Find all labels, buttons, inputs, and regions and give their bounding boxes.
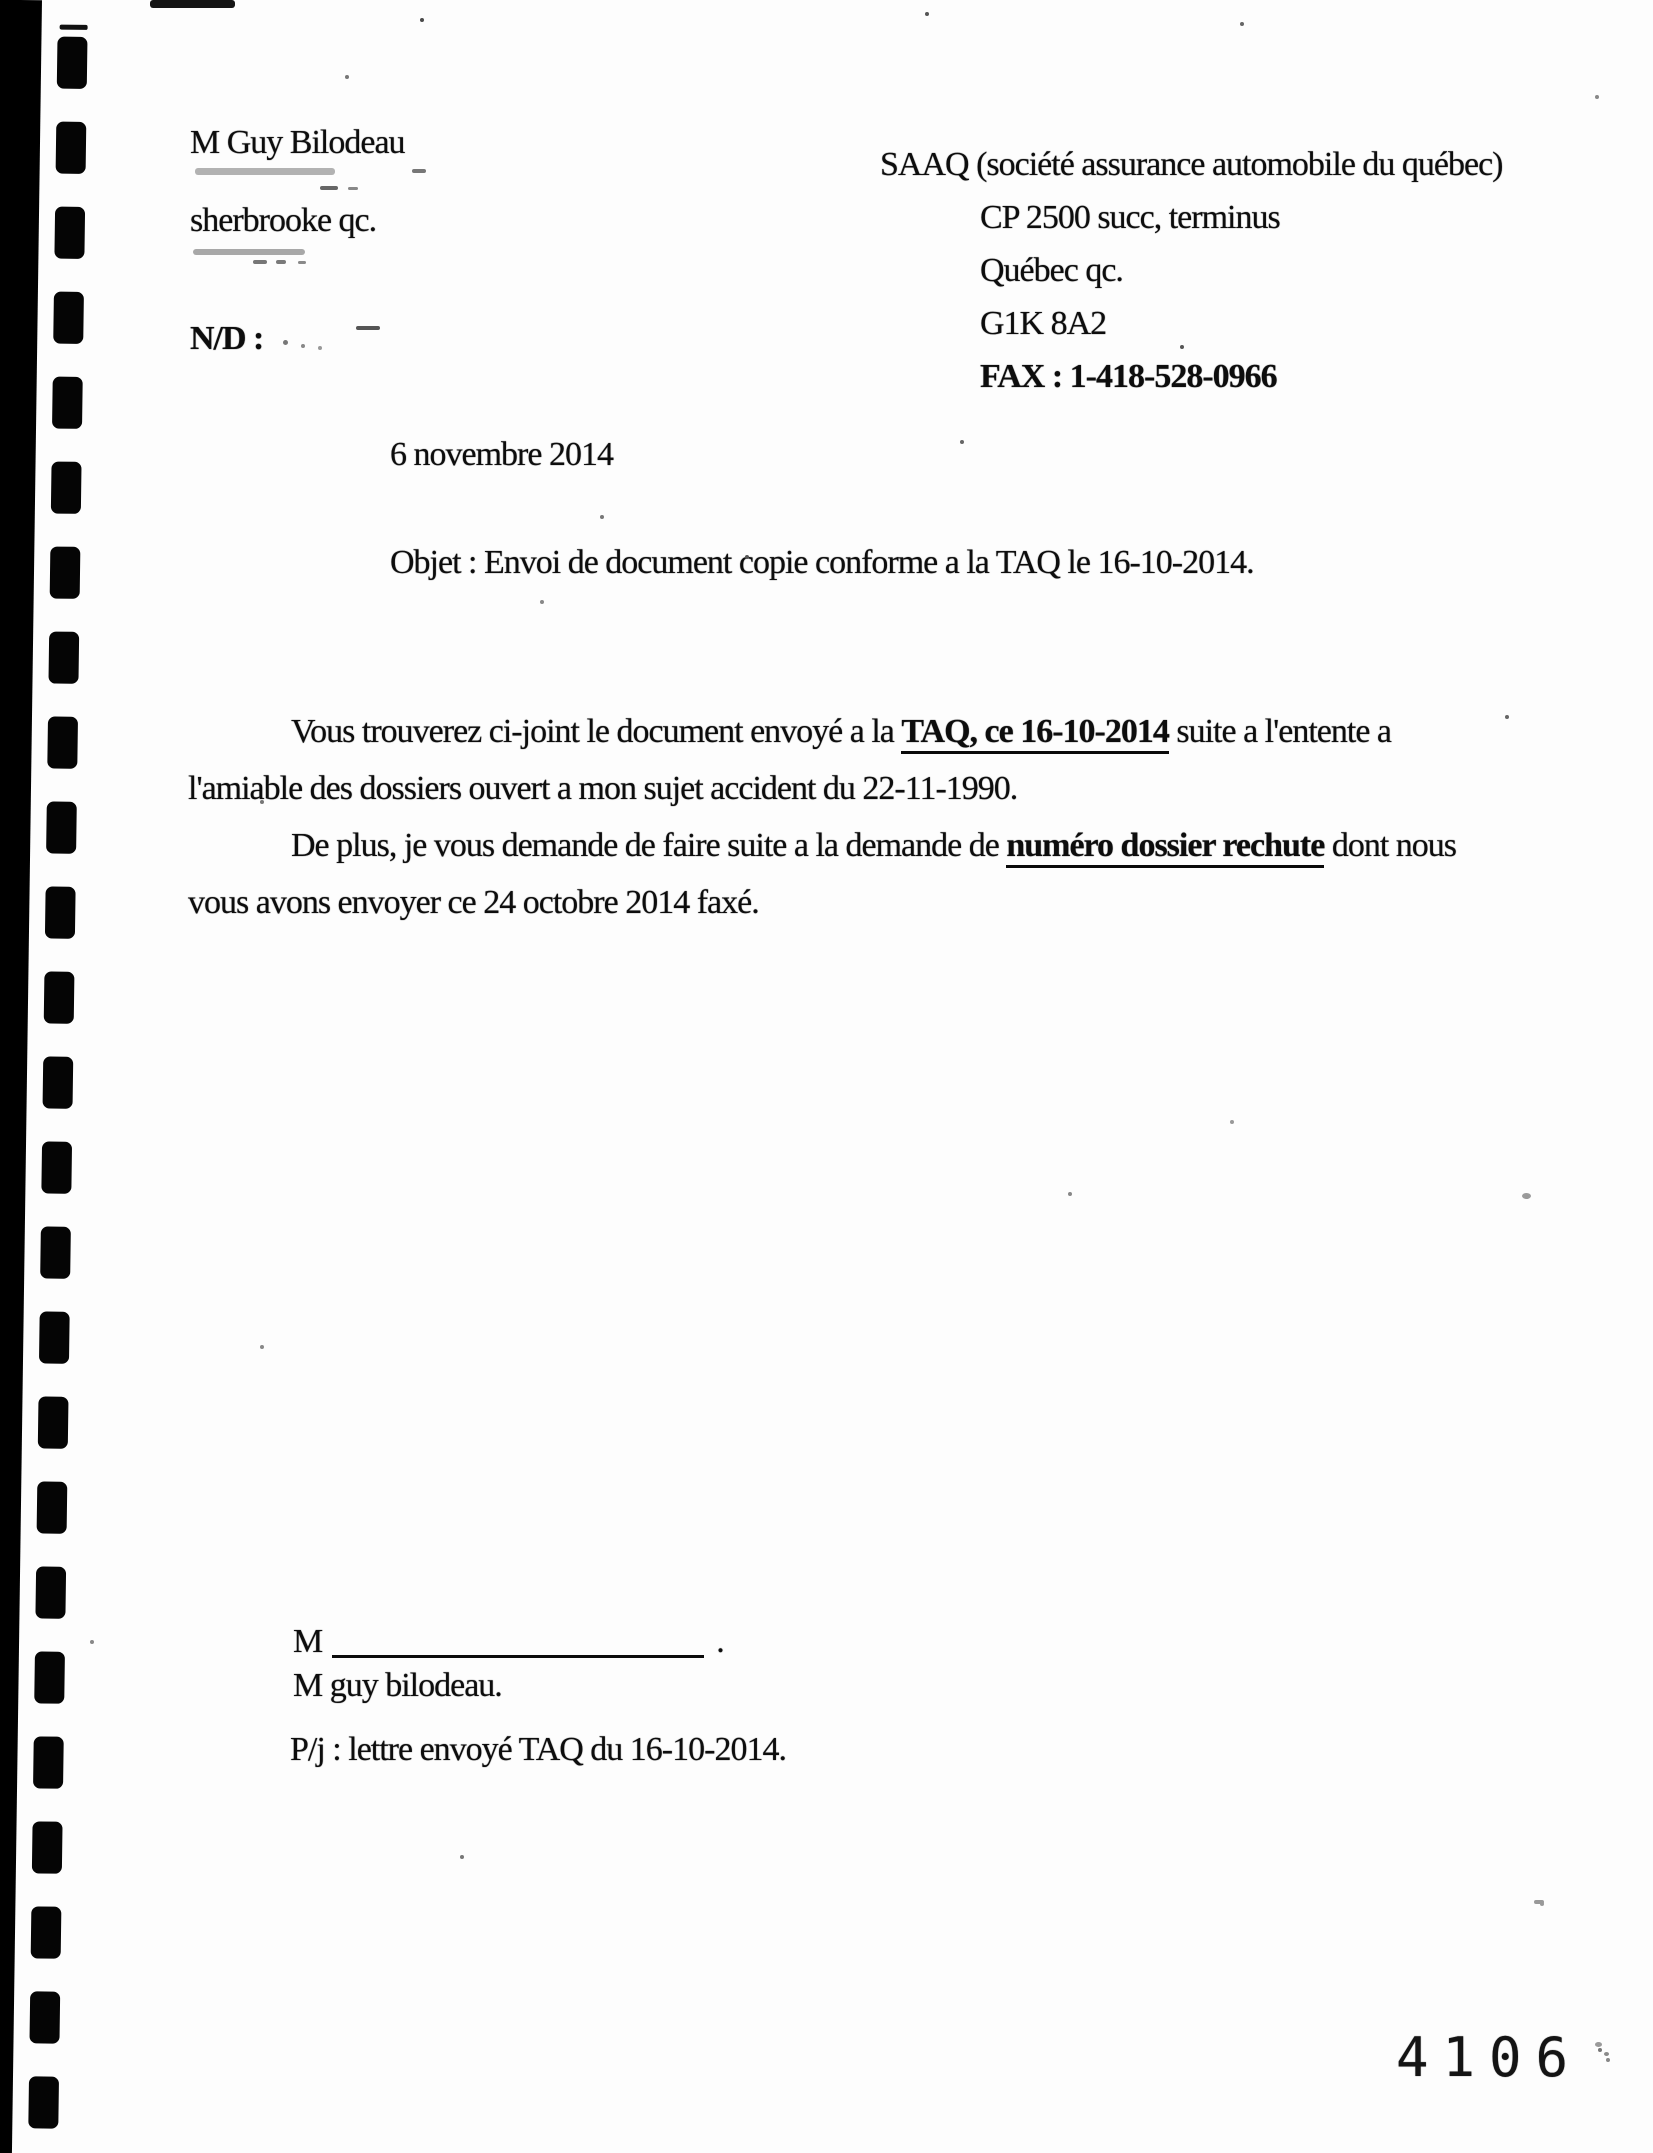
binding-hole: [51, 461, 82, 513]
scan-smudge: [1534, 1900, 1544, 1904]
paragraph-line: De plus, je vous demande de faire suite a la demande de numéro dossier rechute dont nous: [188, 817, 1456, 874]
body-paragraph-2: [188, 817, 1456, 931]
binding-hole: [40, 1226, 71, 1278]
recipient-postal-code: G1K 8A2: [980, 305, 1107, 342]
binding-hole: [41, 1141, 72, 1193]
scan-noise: [420, 18, 424, 22]
binding-hole: [56, 122, 87, 174]
emphasized-text: numéro dossier rechute: [1006, 827, 1324, 868]
scan-smudge: [298, 261, 306, 264]
binding-hole: [57, 37, 88, 89]
binding-hole: [47, 716, 78, 768]
scan-smudge: [283, 340, 288, 345]
binding-hole: [33, 1736, 64, 1788]
signature-name: M guy bilodeau.: [293, 1667, 502, 1704]
signature-prefix: M: [293, 1623, 323, 1660]
sender-city: sherbrooke qc.: [190, 202, 377, 239]
recipient-fax-number: FAX : 1-418-528-0966: [980, 358, 1277, 395]
signature-row: [293, 1620, 724, 1664]
binding-hole: [43, 1056, 74, 1108]
scan-smudge: [348, 187, 358, 190]
scan-smudge: [356, 326, 380, 330]
body-paragraph-1: [188, 703, 1391, 817]
binding-hole: [52, 376, 83, 428]
binding-hole: [31, 1906, 62, 1958]
paragraph-line: vous avons envoyer ce 24 octobre 2014 faxé.: [188, 884, 759, 921]
recipient-city: Québec qc.: [980, 252, 1123, 289]
scan-smudge: [412, 169, 426, 173]
scan-smudge: [1604, 2052, 1609, 2056]
scan-smudge: [193, 249, 305, 255]
binding-hole: [44, 971, 75, 1023]
binding-hole: [29, 1991, 60, 2043]
page-number-stamp: 4106: [1396, 2026, 1583, 2089]
binding-rail: [0, 0, 120, 2153]
scan-smudge: [318, 346, 322, 350]
scan-smudge: [1595, 2042, 1602, 2047]
paragraph-line: Vous trouverez ci-joint le document envoyé a la TAQ, ce 16-10-2014 suite a l'entente a: [188, 703, 1391, 760]
sender-name: M Guy Bilodeau: [190, 124, 405, 161]
emphasized-text: TAQ, ce 16-10-2014: [901, 713, 1168, 754]
binding-hole: [53, 292, 84, 344]
binding-hole: [34, 1651, 65, 1703]
binding-hole: [32, 1821, 63, 1873]
binding-hole: [48, 631, 79, 683]
scan-smudge: [320, 186, 338, 190]
paragraph-line: l'amiable des dossiers ouvert a mon sujet accident du 22-11-1990.: [188, 770, 1018, 807]
binding-hole: [35, 1566, 66, 1618]
recipient-org: SAAQ (société assurance automobile du québec): [880, 146, 1503, 183]
binding-hole: [54, 207, 85, 259]
signature-line: [332, 1655, 704, 1658]
binding-hole: [39, 1311, 70, 1363]
binding-mark: [60, 25, 88, 30]
binding-hole: [37, 1481, 68, 1533]
scan-smudge: [150, 0, 235, 8]
scan-smudge: [253, 260, 267, 264]
binding-hole: [45, 886, 76, 938]
recipient-pobox: CP 2500 succ, terminus: [980, 199, 1280, 236]
signature-block: [293, 1620, 724, 1708]
binding-hole: [50, 546, 81, 598]
scan-smudge: [195, 168, 335, 175]
scan-smudge: [301, 344, 305, 348]
signature-line-period: .: [716, 1623, 724, 1660]
reference-label: N/D :: [190, 320, 264, 357]
attachment-note: P/j : lettre envoyé TAQ du 16-10-2014.: [290, 1731, 786, 1768]
binding-hole: [28, 2076, 59, 2128]
scan-smudge: [1522, 1193, 1531, 1199]
letter-date: 6 novembre 2014: [390, 436, 613, 473]
binding-hole: [38, 1396, 69, 1448]
binding-hole: [46, 801, 77, 853]
recipient-block: [880, 138, 1503, 403]
subject-line: Objet : Envoi de document copie conforme a la TAQ le 16-10-2014.: [390, 544, 1254, 581]
scan-smudge: [276, 260, 286, 264]
